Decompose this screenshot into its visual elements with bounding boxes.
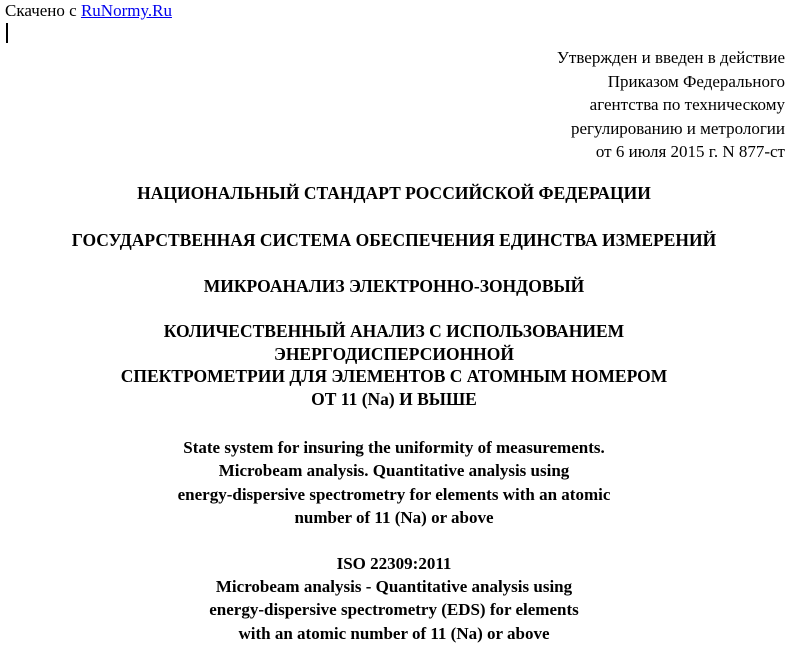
approval-line: регулированию и метрологии: [570, 118, 785, 138]
title-line: КОЛИЧЕСТВЕННЫЙ АНАЛИЗ С ИСПОЛЬЗОВАНИЕМ: [163, 321, 625, 341]
approval-line: Утвержден и введен в действие: [556, 48, 785, 67]
document-title: [0, 320, 788, 411]
source-line: [5, 1, 172, 21]
iso-block: [0, 552, 788, 645]
english-title-line: Microbeam analysis. Quantitative analysis using: [218, 461, 570, 481]
english-title-line: energy-dispersive spectrometry for elements with an atomic: [177, 484, 611, 504]
approval-line: агентства по техническому: [589, 95, 785, 115]
source-prefix: Скачено с: [5, 1, 81, 20]
approval-block: [385, 46, 785, 164]
source-link[interactable]: RuNormy.Ru: [80, 1, 172, 20]
english-title-line: State system for insuring the uniformity of measurements.: [183, 438, 605, 457]
approval-line: Приказом Федерального: [607, 71, 785, 91]
english-title: [0, 436, 788, 530]
iso-code: ISO 22309:2011: [336, 554, 452, 573]
english-title-line: number of 11 (Na) or above: [294, 508, 494, 528]
national-standard-heading: НАЦИОНАЛЬНЫЙ СТАНДАРТ РОССИЙСКОЙ ФЕДЕРАЦИИ: [137, 183, 651, 203]
state-system-heading: ГОСУДАРСТВЕННАЯ СИСТЕМА ОБЕСПЕЧЕНИЯ ЕДИНСТВА ИЗМЕРЕНИЙ: [71, 230, 717, 250]
iso-title-line: Microbeam analysis - Quantitative analysis using: [215, 577, 573, 597]
microanalysis-heading: МИКРОАНАЛИЗ ЭЛЕКТРОННО-ЗОНДОВЫЙ: [203, 276, 585, 296]
title-line: СПЕКТРОМЕТРИИ ДЛЯ ЭЛЕМЕНТОВ С АТОМНЫМ НОМЕРОМ: [120, 366, 668, 387]
text-cursor: [6, 23, 8, 43]
iso-title-line: with an atomic number of 11 (Na) or above: [238, 623, 550, 643]
title-line: ОТ 11 (Na) И ВЫШЕ: [311, 389, 477, 410]
title-line: ЭНЕРГОДИСПЕРСИОННОЙ: [273, 343, 515, 364]
approval-line: от 6 июля 2015 г. N 877-ст: [595, 142, 785, 162]
iso-title-line: energy-dispersive spectrometry (EDS) for elements: [209, 600, 579, 620]
